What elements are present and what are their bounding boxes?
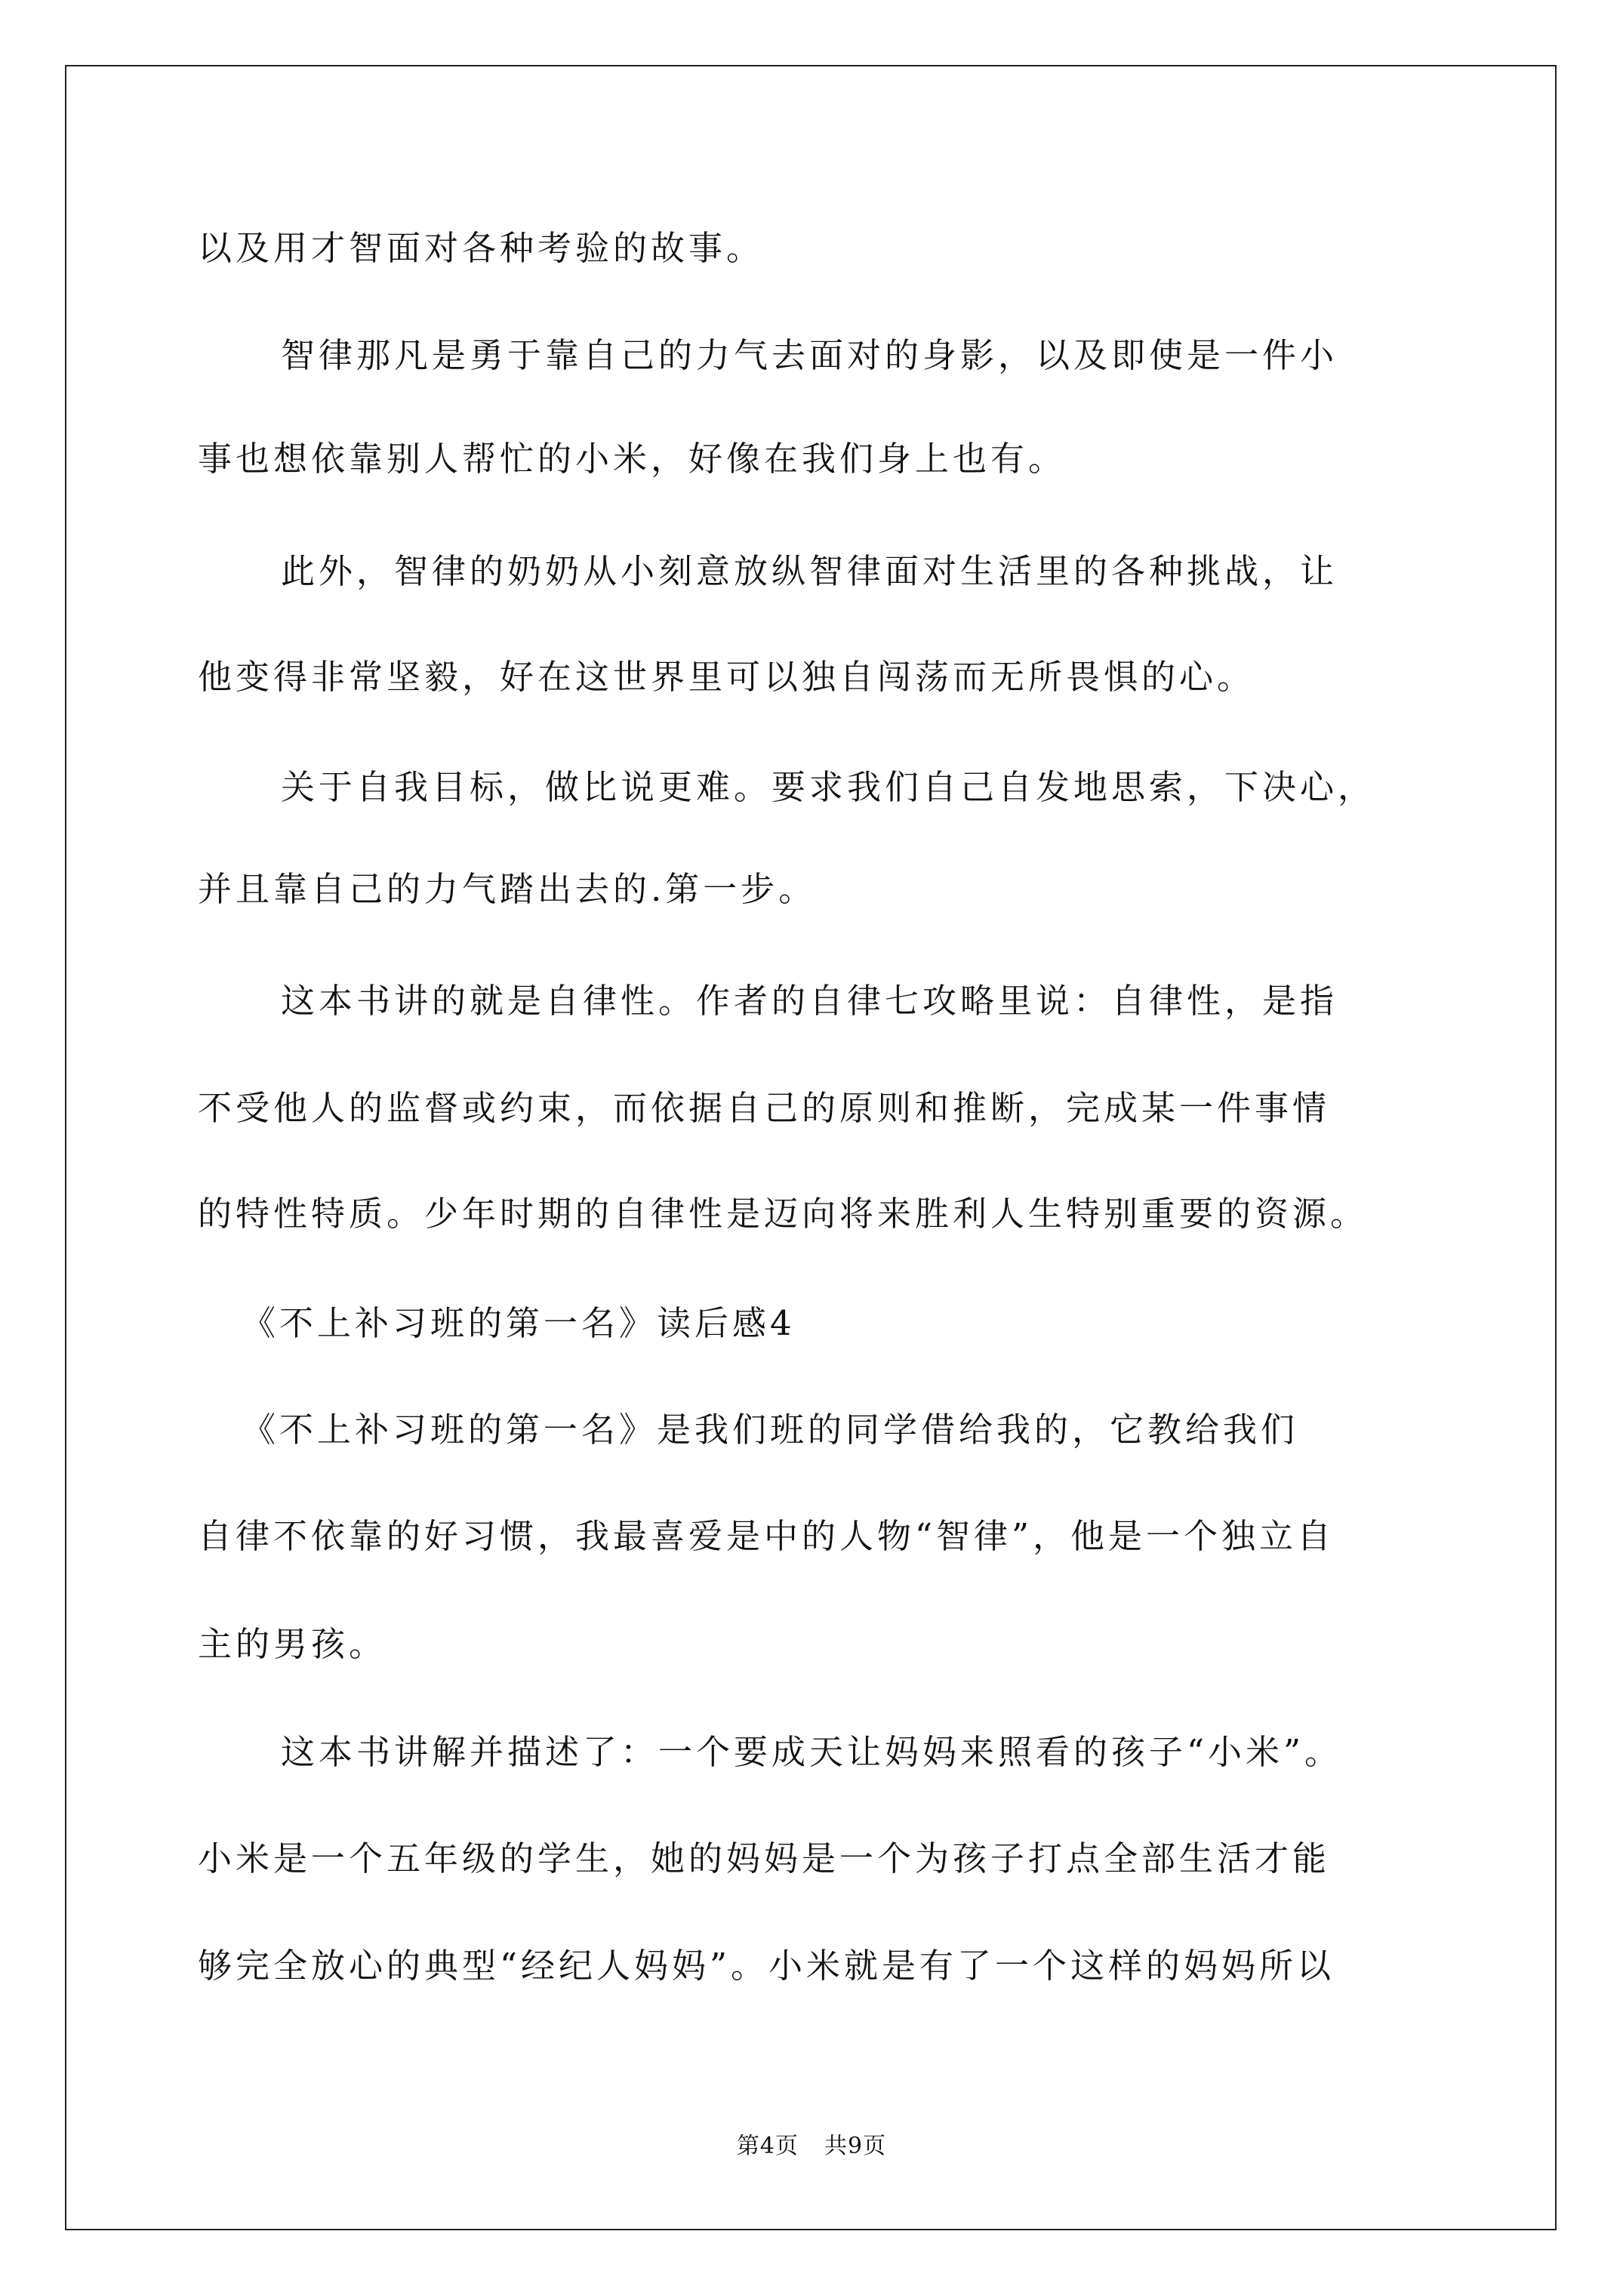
body-line: 此外，智律的奶奶从小刻意放纵智律面对生活里的各种挑战，让: [281, 551, 1338, 591]
body-line: 他变得非常坚毅，好在这世界里可以独自闯荡而无所畏惧的心。: [198, 657, 1255, 697]
body-line: 这本书讲的就是自律性。作者的自律七攻略里说：自律性，是指: [281, 981, 1338, 1021]
body-line: 事也想依靠别人帮忙的小米，好像在我们身上也有。: [198, 439, 1067, 479]
body-line: 不受他人的监督或约束，而依据自己的原则和推断，完成某一件事情: [198, 1088, 1331, 1128]
body-line: 智律那凡是勇于靠自己的力气去面对的身影，以及即使是一件小: [281, 335, 1338, 375]
body-line: 并且靠自己的力气踏出去的.第一步。: [198, 869, 817, 909]
page-number: 第4页: [736, 2133, 799, 2159]
page-border: [65, 65, 1557, 2230]
body-line: 的特性特质。少年时期的自律性是迈向将来胜利人生特别重要的资源。: [198, 1194, 1369, 1234]
page-footer: [0, 2131, 1623, 2162]
body-line: 够完全放心的典型“经纪人妈妈”。小米就是有了一个这样的妈妈所以: [198, 1946, 1335, 1986]
body-line: 以及用才智面对各种考验的故事。: [198, 228, 765, 268]
section-heading: 《不上补习班的第一名》读后感4: [242, 1303, 796, 1343]
body-line: 小米是一个五年级的学生，她的妈妈是一个为孩子打点全部生活才能: [198, 1838, 1331, 1878]
body-line: 自律不依靠的好习惯，我最喜爱是中的人物“智律”，他是一个独立自: [198, 1516, 1335, 1556]
body-line: 这本书讲解并描述了：一个要成天让妈妈来照看的孩子“小米”。: [281, 1732, 1343, 1772]
body-line: 关于自我目标，做比说更难。要求我们自己自发地思索，下决心，: [281, 767, 1376, 807]
body-line: 《不上补习班的第一名》是我们班的同学借给我的，它教给我们: [242, 1410, 1299, 1450]
page-total: 共9页: [824, 2133, 887, 2159]
body-line: 主的男孩。: [198, 1624, 387, 1664]
